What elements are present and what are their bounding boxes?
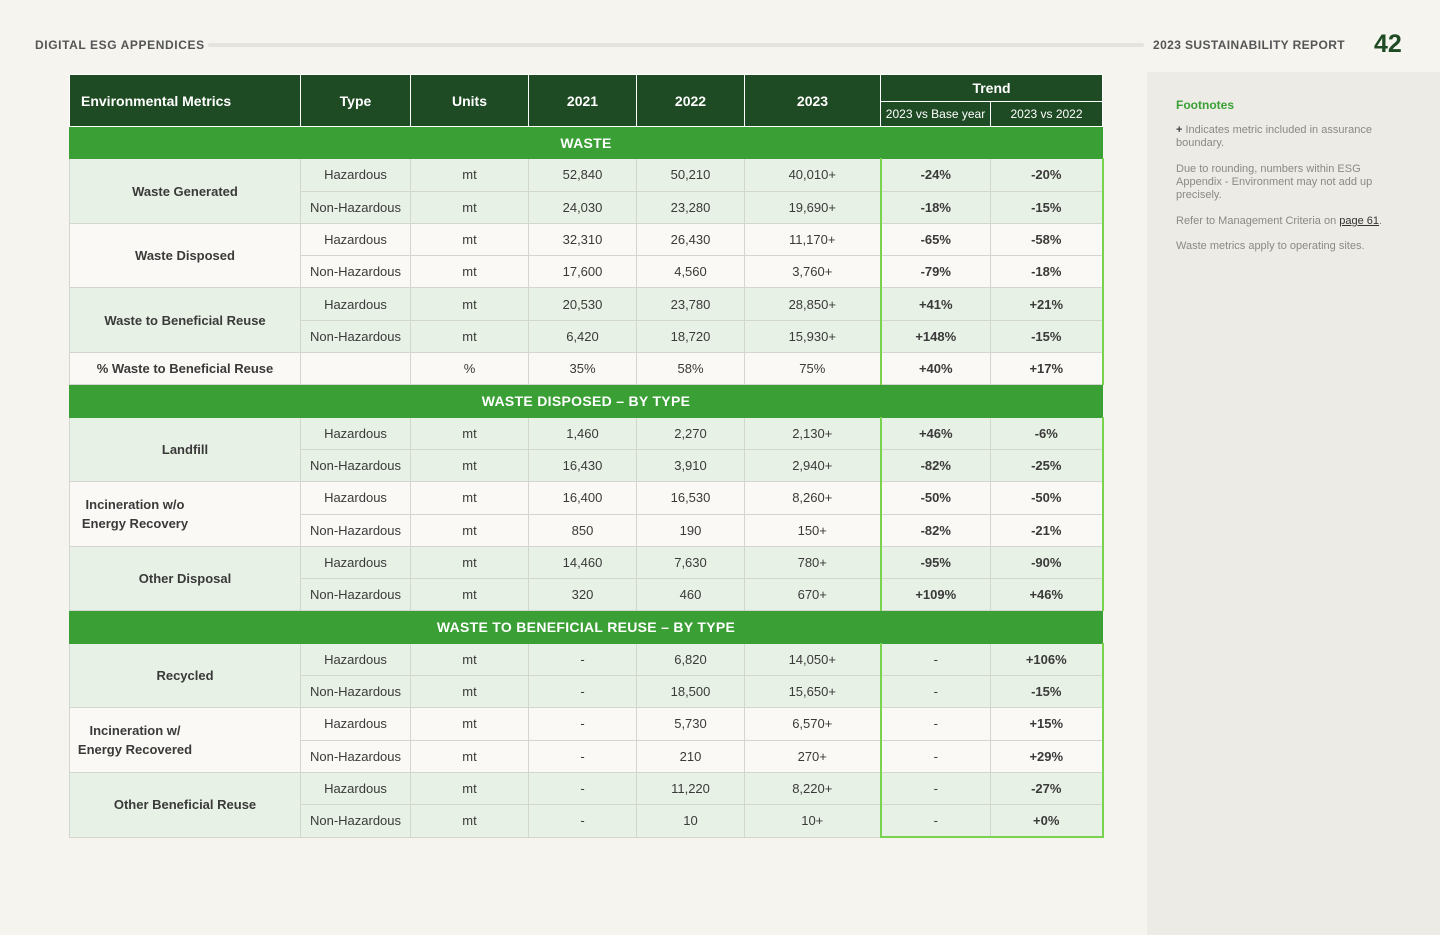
- value-2022: 5,730: [637, 708, 745, 740]
- value-2022: 26,430: [637, 223, 745, 255]
- trend-vs-2022: -27%: [991, 772, 1103, 804]
- units-cell: mt: [411, 740, 529, 772]
- table-row: [70, 288, 1103, 320]
- units-cell: mt: [411, 579, 529, 611]
- units-cell: mt: [411, 223, 529, 255]
- value-2023: 40,010+: [745, 159, 881, 191]
- trend-vs-2022: +29%: [991, 740, 1103, 772]
- value-2021: 20,530: [529, 288, 637, 320]
- metric-name: Waste to Beneficial Reuse: [70, 288, 301, 353]
- footnote-rounding: Due to rounding, numbers within ESG Appendix - Environment may not add up precisely.: [1176, 163, 1373, 201]
- units-cell: mt: [411, 449, 529, 481]
- col-header-units: Units: [411, 75, 529, 127]
- trend-vs-2022: +15%: [991, 708, 1103, 740]
- metric-name: Waste Disposed: [70, 223, 301, 288]
- type-cell: Hazardous: [301, 482, 411, 514]
- value-2022: 190: [637, 514, 745, 546]
- type-cell: Non-Hazardous: [301, 514, 411, 546]
- trend-vs-2022: -25%: [991, 449, 1103, 481]
- table-row: [70, 353, 1103, 385]
- type-cell: Hazardous: [301, 708, 411, 740]
- value-2021: 1,460: [529, 417, 637, 449]
- metric-name: Other Disposal: [70, 546, 301, 611]
- units-cell: mt: [411, 288, 529, 320]
- trend-vs-base: -: [881, 772, 991, 804]
- value-2021: 24,030: [529, 191, 637, 223]
- value-2022: 3,910: [637, 449, 745, 481]
- table-body: [70, 127, 1103, 838]
- section-title: WASTE TO BENEFICIAL REUSE – BY TYPE: [70, 611, 1103, 643]
- footnote-criteria-end: .: [1379, 215, 1383, 227]
- table-row: [70, 482, 1103, 514]
- value-2023: 28,850+: [745, 288, 881, 320]
- trend-vs-2022: -20%: [991, 159, 1103, 191]
- type-cell: Non-Hazardous: [301, 579, 411, 611]
- trend-vs-2022: +106%: [991, 643, 1103, 675]
- value-2022: 23,780: [637, 288, 745, 320]
- section-header-row: [70, 611, 1103, 643]
- col-header-metric: Environmental Metrics: [70, 75, 301, 127]
- col-header-vs-base: 2023 vs Base year: [881, 102, 991, 127]
- col-header-2023: 2023: [745, 75, 881, 127]
- col-header-2022: 2022: [637, 75, 745, 127]
- value-2023: 6,570+: [745, 708, 881, 740]
- type-cell: Hazardous: [301, 546, 411, 578]
- table-row: [70, 772, 1103, 804]
- type-cell: Hazardous: [301, 772, 411, 804]
- metric-name: Incineration w/ Energy Recovered: [70, 708, 301, 773]
- trend-vs-base: -18%: [881, 191, 991, 223]
- trend-vs-base: -: [881, 643, 991, 675]
- trend-vs-2022: +21%: [991, 288, 1103, 320]
- value-2023: 780+: [745, 546, 881, 578]
- trend-vs-base: +46%: [881, 417, 991, 449]
- metric-name: % Waste to Beneficial Reuse: [70, 353, 301, 385]
- value-2023: 10+: [745, 805, 881, 837]
- col-header-vs-2022: 2023 vs 2022: [991, 102, 1103, 127]
- trend-vs-base: -65%: [881, 223, 991, 255]
- section-title: DIGITAL ESG APPENDICES: [35, 38, 205, 52]
- metric-name: Recycled: [70, 643, 301, 708]
- trend-vs-base: +148%: [881, 320, 991, 352]
- trend-vs-2022: +0%: [991, 805, 1103, 837]
- value-2021: -: [529, 740, 637, 772]
- trend-vs-base: -: [881, 708, 991, 740]
- trend-vs-base: -82%: [881, 514, 991, 546]
- trend-vs-2022: +46%: [991, 579, 1103, 611]
- value-2021: -: [529, 772, 637, 804]
- trend-vs-base: +40%: [881, 353, 991, 385]
- value-2022: 16,530: [637, 482, 745, 514]
- trend-vs-base: -82%: [881, 449, 991, 481]
- table-row: [70, 223, 1103, 255]
- value-2021: -: [529, 643, 637, 675]
- trend-vs-base: -79%: [881, 256, 991, 288]
- units-cell: %: [411, 353, 529, 385]
- type-cell: Hazardous: [301, 417, 411, 449]
- value-2023: 3,760+: [745, 256, 881, 288]
- value-2021: 6,420: [529, 320, 637, 352]
- table-row: [70, 708, 1103, 740]
- metric-name: Waste Generated: [70, 159, 301, 224]
- type-cell: Non-Hazardous: [301, 191, 411, 223]
- trend-vs-base: -: [881, 740, 991, 772]
- units-cell: mt: [411, 320, 529, 352]
- trend-vs-2022: +17%: [991, 353, 1103, 385]
- trend-vs-2022: -15%: [991, 320, 1103, 352]
- units-cell: mt: [411, 772, 529, 804]
- value-2022: 460: [637, 579, 745, 611]
- value-2023: 270+: [745, 740, 881, 772]
- value-2023: 11,170+: [745, 223, 881, 255]
- units-cell: mt: [411, 159, 529, 191]
- footnote-criteria: [1176, 215, 1406, 228]
- type-cell: Non-Hazardous: [301, 256, 411, 288]
- type-cell: Hazardous: [301, 159, 411, 191]
- type-cell: Hazardous: [301, 288, 411, 320]
- value-2023: 2,940+: [745, 449, 881, 481]
- trend-vs-2022: -21%: [991, 514, 1103, 546]
- value-2021: 14,460: [529, 546, 637, 578]
- metric-name: Incineration w/o Energy Recovery: [70, 482, 301, 547]
- table-row: [70, 643, 1103, 675]
- units-cell: mt: [411, 546, 529, 578]
- section-title: WASTE DISPOSED – BY TYPE: [70, 385, 1103, 417]
- report-title: 2023 SUSTAINABILITY REPORT: [1153, 38, 1345, 52]
- trend-vs-2022: -58%: [991, 223, 1103, 255]
- value-2021: 52,840: [529, 159, 637, 191]
- value-2023: 670+: [745, 579, 881, 611]
- col-header-type: Type: [301, 75, 411, 127]
- footnote-scope: Waste metrics apply to operating sites.: [1176, 240, 1365, 252]
- type-cell: Non-Hazardous: [301, 449, 411, 481]
- value-2021: 35%: [529, 353, 637, 385]
- value-2022: 18,500: [637, 676, 745, 708]
- units-cell: mt: [411, 482, 529, 514]
- type-cell: Non-Hazardous: [301, 740, 411, 772]
- trend-vs-base: -24%: [881, 159, 991, 191]
- type-cell: Hazardous: [301, 223, 411, 255]
- value-2021: 850: [529, 514, 637, 546]
- value-2021: -: [529, 805, 637, 837]
- value-2021: 320: [529, 579, 637, 611]
- trend-vs-2022: -18%: [991, 256, 1103, 288]
- environmental-metrics-table: [69, 74, 1104, 838]
- units-cell: mt: [411, 256, 529, 288]
- trend-vs-2022: -15%: [991, 676, 1103, 708]
- value-2021: -: [529, 708, 637, 740]
- section-title: WASTE: [70, 127, 1103, 159]
- assurance-symbol: +: [1176, 124, 1183, 136]
- section-header-row: [70, 127, 1103, 159]
- units-cell: mt: [411, 643, 529, 675]
- trend-vs-base: +109%: [881, 579, 991, 611]
- value-2023: 14,050+: [745, 643, 881, 675]
- trend-vs-2022: -90%: [991, 546, 1103, 578]
- footnote-assurance: [1176, 124, 1406, 150]
- value-2023: 8,220+: [745, 772, 881, 804]
- value-2022: 58%: [637, 353, 745, 385]
- value-2021: 16,430: [529, 449, 637, 481]
- value-2023: 75%: [745, 353, 881, 385]
- trend-vs-2022: -6%: [991, 417, 1103, 449]
- trend-vs-base: -95%: [881, 546, 991, 578]
- table-row: [70, 159, 1103, 191]
- value-2022: 4,560: [637, 256, 745, 288]
- value-2022: 210: [637, 740, 745, 772]
- metric-name: Landfill: [70, 417, 301, 482]
- value-2023: 15,650+: [745, 676, 881, 708]
- section-header-row: [70, 385, 1103, 417]
- units-cell: mt: [411, 708, 529, 740]
- trend-vs-2022: -50%: [991, 482, 1103, 514]
- value-2023: 2,130+: [745, 417, 881, 449]
- units-cell: mt: [411, 191, 529, 223]
- table-row: [70, 546, 1103, 578]
- value-2023: 15,930+: [745, 320, 881, 352]
- trend-vs-base: -: [881, 676, 991, 708]
- header-divider: [208, 43, 1144, 47]
- value-2022: 2,270: [637, 417, 745, 449]
- metric-name: Other Beneficial Reuse: [70, 772, 301, 837]
- units-cell: mt: [411, 514, 529, 546]
- value-2022: 50,210: [637, 159, 745, 191]
- footnotes-title: Footnotes: [1176, 98, 1234, 112]
- page-header: [0, 0, 1440, 72]
- footnote-assurance-text: Indicates metric included in assurance boundary.: [1176, 124, 1372, 149]
- value-2021: 16,400: [529, 482, 637, 514]
- table-row: [70, 417, 1103, 449]
- type-cell: Hazardous: [301, 643, 411, 675]
- value-2022: 6,820: [637, 643, 745, 675]
- trend-vs-base: -: [881, 805, 991, 837]
- value-2023: 150+: [745, 514, 881, 546]
- value-2022: 11,220: [637, 772, 745, 804]
- type-cell: Non-Hazardous: [301, 805, 411, 837]
- value-2022: 10: [637, 805, 745, 837]
- trend-vs-base: +41%: [881, 288, 991, 320]
- col-header-2021: 2021: [529, 75, 637, 127]
- value-2022: 23,280: [637, 191, 745, 223]
- value-2023: 8,260+: [745, 482, 881, 514]
- value-2021: -: [529, 676, 637, 708]
- col-header-trend: Trend: [881, 75, 1103, 102]
- page-61-link[interactable]: page 61: [1339, 215, 1380, 227]
- units-cell: mt: [411, 417, 529, 449]
- footnotes-panel: [1147, 72, 1440, 935]
- type-cell: Non-Hazardous: [301, 676, 411, 708]
- value-2021: 17,600: [529, 256, 637, 288]
- value-2022: 18,720: [637, 320, 745, 352]
- trend-vs-base: -50%: [881, 482, 991, 514]
- value-2023: 19,690+: [745, 191, 881, 223]
- type-cell: Non-Hazardous: [301, 320, 411, 352]
- type-cell: [301, 353, 411, 385]
- value-2022: 7,630: [637, 546, 745, 578]
- footnote-criteria-text: Refer to Management Criteria on: [1176, 215, 1340, 227]
- trend-vs-2022: -15%: [991, 191, 1103, 223]
- units-cell: mt: [411, 805, 529, 837]
- page-number: 42: [1374, 30, 1402, 58]
- value-2021: 32,310: [529, 223, 637, 255]
- units-cell: mt: [411, 676, 529, 708]
